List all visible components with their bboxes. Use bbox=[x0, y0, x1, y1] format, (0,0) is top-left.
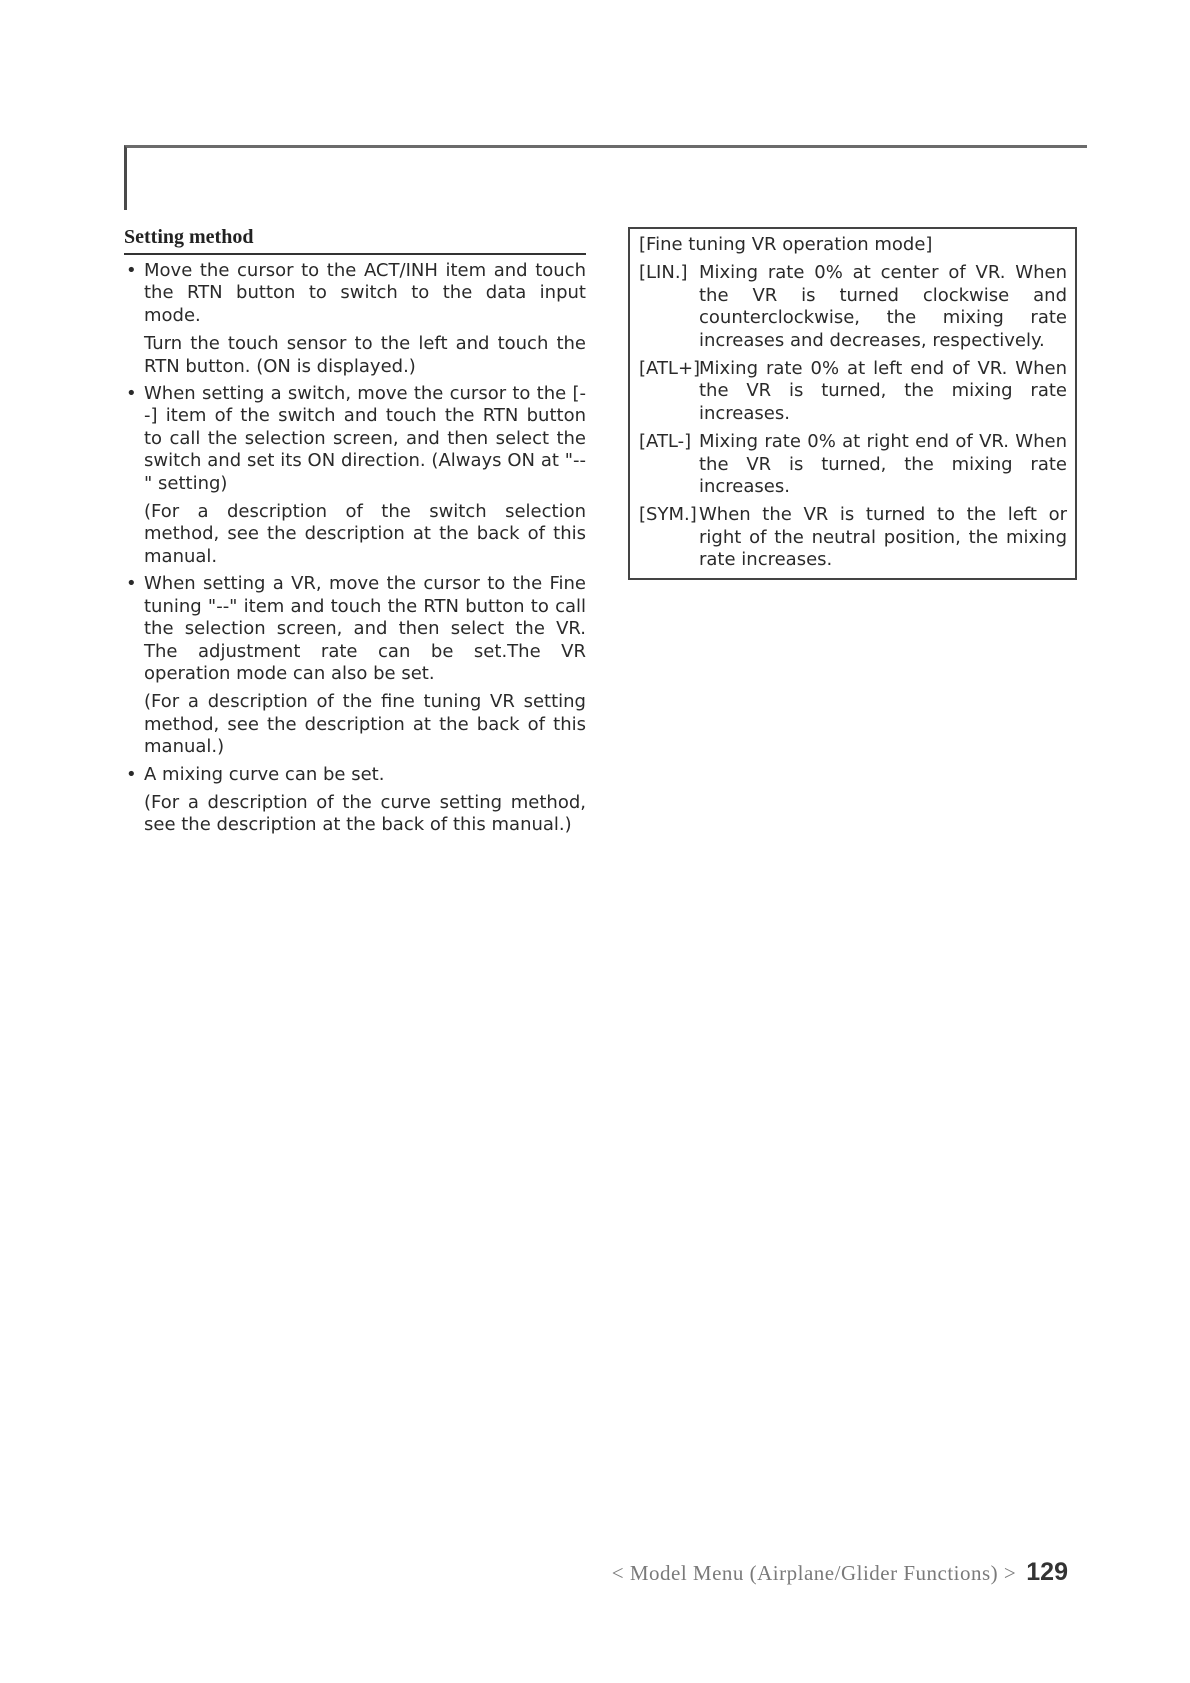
bullet-item bbox=[124, 383, 586, 495]
mode-description: When the VR is turned to the left or right of the neutral position, the mixing rate increases. bbox=[699, 504, 1067, 571]
setting-method-section bbox=[124, 226, 586, 837]
bullet-item bbox=[124, 764, 586, 786]
mode-label: [ATL+] bbox=[639, 358, 701, 380]
bullet-dot-icon: • bbox=[126, 260, 137, 281]
mode-description: Mixing rate 0% at left end of VR. When the VR is turned, the mixing rate increases. bbox=[699, 358, 1067, 424]
section-title: Setting method bbox=[124, 226, 586, 255]
bullet-text: When setting a switch, move the cursor to the [--] item of the switch and touch the RTN button to call the selection screen, and then select the switch and set its ON direction. (Always ON at "--" setting) bbox=[144, 383, 586, 494]
page-number: 129 bbox=[1026, 1558, 1068, 1586]
mode-label: [LIN.] bbox=[639, 262, 688, 284]
mode-label: [ATL-] bbox=[639, 431, 692, 453]
mode-row-lin bbox=[639, 262, 1067, 352]
page-footer bbox=[612, 1558, 1068, 1587]
mode-row-sym bbox=[639, 504, 1067, 571]
bullet-dot-icon: • bbox=[126, 573, 137, 595]
bullet-text: Move the cursor to the ACT/INH item and touch the RTN button to switch to the data input mode. bbox=[144, 260, 586, 326]
box-title: [Fine tuning VR operation mode] bbox=[639, 234, 933, 255]
bullet-note: Turn the touch sensor to the left and touch the RTN button. (ON is displayed.) bbox=[144, 333, 586, 377]
footer-section-title: < Model Menu (Airplane/Glider Functions) > bbox=[611, 1561, 1017, 1585]
mode-description: Mixing rate 0% at center of VR. When the VR is turned clockwise and counterclockwise, the mixing rate increases and decreases, respectively. bbox=[699, 262, 1067, 351]
bullet-dot-icon: • bbox=[126, 763, 137, 785]
bullet-item bbox=[124, 573, 586, 685]
vr-operation-mode-box bbox=[628, 227, 1077, 580]
bullet-text: A mixing curve can be set. bbox=[144, 763, 385, 785]
mode-description: Mixing rate 0% at right end of VR. When the VR is turned, the mixing rate increases. bbox=[699, 431, 1067, 498]
bullet-text: When setting a VR, move the cursor to the Fine tuning "--" item and touch the RTN button to call the selection screen, and then select the VR. The adjustment rate can be set.The VR operation mode can also be set. bbox=[144, 573, 586, 684]
bullet-note: (For a description of the curve setting method, see the description at the back of this manual.) bbox=[144, 791, 586, 836]
bullet-note: (For a description of the fine tuning VR setting method, see the description at the back of this manual.) bbox=[144, 691, 586, 758]
bullet-item bbox=[124, 260, 586, 327]
bullet-note: (For a description of the switch selection method, see the description at the back of this manual. bbox=[144, 501, 586, 567]
mode-label: [SYM.] bbox=[639, 504, 697, 526]
mode-row-atl-minus bbox=[639, 431, 1067, 498]
mode-row-atl-plus bbox=[639, 358, 1067, 425]
bullet-dot-icon: • bbox=[126, 383, 137, 405]
header-frame bbox=[124, 145, 1087, 210]
